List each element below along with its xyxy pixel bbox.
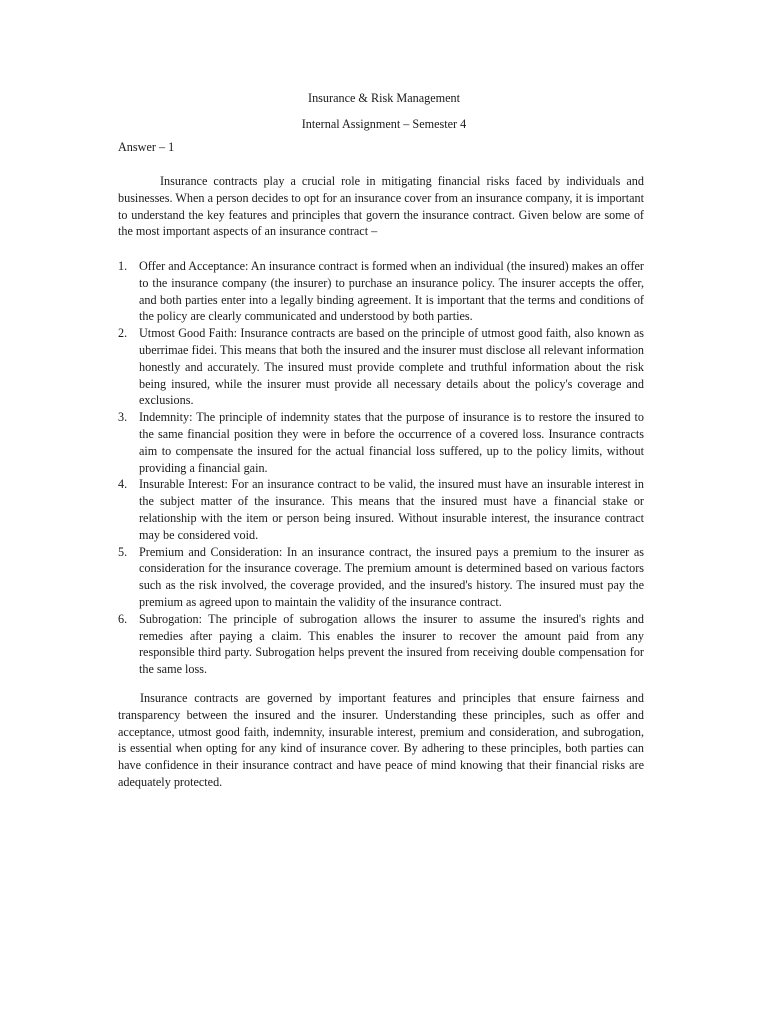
list-item-text: Offer and Acceptance: An insurance contract is formed when an individual (the insured) makes an offer to the insurance company (the insurer) to purchase an insurance policy. The insurer accepts the offer, and both parties enter into a legally binding agreement. It is important that the terms and conditions of the policy are clearly communicated and understood by both parties. xyxy=(139,259,644,324)
list-item xyxy=(118,611,644,678)
intro-paragraph: Insurance contracts play a crucial role in mitigating financial risks faced by individuals and businesses. When a person decides to opt for an insurance cover from an insurance company, it is important to understand the key features and principles that govern the insurance contract. Given below are some of the most important aspects of an insurance contract – xyxy=(118,174,644,239)
document-subtitle: Internal Assignment – Semester 4 xyxy=(301,117,467,131)
list-item-number: 2. xyxy=(118,326,128,341)
list-item-number: 4. xyxy=(118,477,128,492)
list-item-number: 6. xyxy=(118,611,128,626)
list-item-text: Utmost Good Faith: Insurance contracts are based on the principle of utmost good faith, also known as uberrimae fidei. This means that both the insured and the insurer must disclose all relevant information honestly and accurately. The insured must provide complete and truthful information about the risk being insured, while the insurer must provide all necessary details about the policy's coverage and exclusions. xyxy=(139,326,644,408)
list-item xyxy=(118,258,644,325)
principles-list xyxy=(118,258,644,678)
list-item xyxy=(118,409,644,476)
list-item xyxy=(118,544,644,611)
list-item-text: Subrogation: The principle of subrogation allows the insurer to assume the insured's rights and remedies after paying a claim. This enables the insurer to recover the amount paid from any responsible third party. Subrogation helps prevent the insured from receiving double compensation for the same loss. xyxy=(139,611,644,677)
list-item-number: 1. xyxy=(118,259,128,273)
conclusion-paragraph: Insurance contracts are governed by important features and principles that ensure fairness and transparency between the insured and the insurer. Understanding these principles, such as offer and acceptance, utmost good faith, indemnity, insurable interest, premium and consideration, and subrogation, is essential when opting for any kind of insurance cover. By adhering to these principles, both parties can have confidence in their insurance contract and have peace of mind knowing that their financial risks are adequately protected. xyxy=(118,691,644,789)
list-item xyxy=(118,476,644,543)
list-item-number: 3. xyxy=(118,410,128,425)
list-item-text: Premium and Consideration: In an insurance contract, the insured pays a premium to the insurer as consideration for the insurance coverage. The premium amount is determined based on various factors such as the risk involved, the coverage provided, and the insured's history. The insured must pay the premium as agreed upon to maintain the validity of the insurance contract. xyxy=(139,544,644,609)
list-item-number: 5. xyxy=(118,544,128,559)
answer-label: Answer – 1 xyxy=(118,140,175,154)
document-title: Insurance & Risk Management xyxy=(308,91,460,105)
list-item-text: Insurable Interest: For an insurance contract to be valid, the insured must have an insurable interest in the subject matter of the insurance. This means that the insured must have a financial stake or relationship with the item or person being insured. Without insurable interest, the insurance contract may be considered void. xyxy=(139,477,644,542)
list-item xyxy=(118,325,644,409)
list-item-text: Indemnity: The principle of indemnity states that the purpose of insurance is to restore the insured to the same financial position they were in before the occurrence of a covered loss. Insurance contracts aim to compensate the insured for the actual financial loss suffered, up to the policy limits, without providing a financial gain. xyxy=(139,410,644,475)
